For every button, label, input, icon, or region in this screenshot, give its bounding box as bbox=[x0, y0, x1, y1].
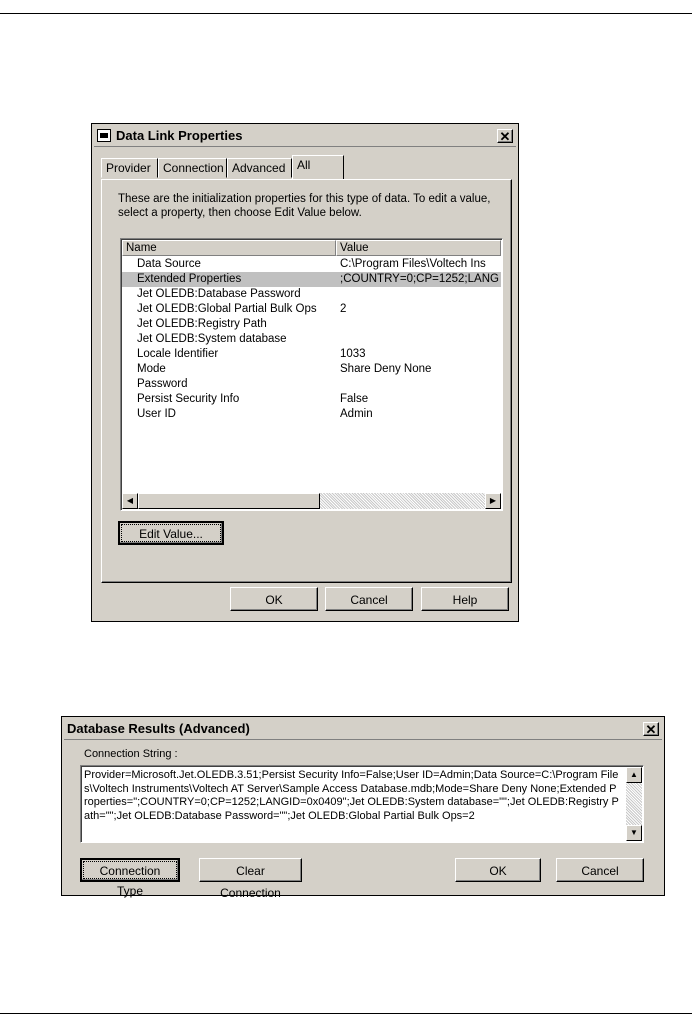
table-row[interactable] bbox=[122, 407, 501, 422]
table-row[interactable] bbox=[122, 377, 501, 392]
property-name: Mode bbox=[137, 363, 166, 375]
clear-connection-button[interactable]: Clear Connection bbox=[199, 858, 302, 882]
page-bottom-rule bbox=[0, 1013, 692, 1014]
cancel-button[interactable]: Cancel bbox=[556, 858, 644, 882]
column-header-value[interactable]: Value bbox=[336, 240, 501, 256]
table-row[interactable] bbox=[122, 272, 501, 287]
title-bar[interactable] bbox=[94, 126, 516, 147]
tab-all[interactable]: All bbox=[292, 155, 344, 179]
dialog-title: Database Results (Advanced) bbox=[67, 721, 250, 736]
property-name: Jet OLEDB:Database Password bbox=[137, 288, 301, 300]
scroll-right-icon[interactable]: ▶ bbox=[485, 493, 501, 509]
help-button[interactable]: Help bbox=[421, 587, 509, 611]
connection-string-label: Connection String : bbox=[84, 748, 178, 760]
property-value: C:\Program Files\Voltech Ins bbox=[340, 258, 486, 270]
page-top-rule bbox=[0, 13, 692, 14]
property-name: Persist Security Info bbox=[137, 393, 240, 405]
ok-button[interactable]: OK bbox=[455, 858, 541, 882]
table-row[interactable] bbox=[122, 317, 501, 332]
properties-list[interactable] bbox=[120, 238, 503, 511]
tab-panel-all bbox=[101, 179, 512, 583]
property-name: Jet OLEDB:Global Partial Bulk Ops bbox=[137, 303, 317, 315]
data-link-properties-dialog bbox=[91, 123, 519, 622]
title-bar[interactable] bbox=[64, 719, 662, 740]
property-value: 1033 bbox=[340, 348, 366, 360]
vertical-scrollbar[interactable] bbox=[626, 767, 642, 841]
table-row[interactable] bbox=[122, 302, 501, 317]
edit-value-button[interactable]: Edit Value... bbox=[118, 521, 224, 545]
scroll-down-icon[interactable]: ▼ bbox=[626, 825, 642, 841]
close-icon[interactable]: ✕ bbox=[497, 129, 513, 143]
close-icon[interactable]: ✕ bbox=[643, 722, 659, 736]
horizontal-scrollbar[interactable] bbox=[122, 493, 501, 509]
property-name: Password bbox=[137, 378, 188, 390]
scroll-thumb[interactable] bbox=[138, 493, 320, 509]
property-value: False bbox=[340, 393, 369, 405]
table-row[interactable] bbox=[122, 392, 501, 407]
column-header-name[interactable]: Name bbox=[122, 240, 336, 256]
property-name: Locale Identifier bbox=[137, 348, 219, 360]
scroll-up-icon[interactable]: ▲ bbox=[626, 767, 642, 783]
description-text: These are the initialization properties for this type of data. To edit a value, select a property, then choose Edit Value below. bbox=[118, 193, 491, 219]
table-row[interactable] bbox=[122, 287, 501, 302]
dialog-title: Data Link Properties bbox=[116, 128, 243, 143]
property-name: Jet OLEDB:Registry Path bbox=[137, 318, 267, 330]
property-name: Extended Properties bbox=[137, 273, 242, 285]
property-name: Data Source bbox=[137, 258, 201, 270]
property-value: 2 bbox=[340, 303, 347, 315]
table-row[interactable] bbox=[122, 257, 501, 272]
connection-string-text: Provider=Microsoft.Jet.OLEDB.3.51;Persist Security Info=False;User ID=Admin;Data Source=C:\Program Files\Voltech Instruments\Voltech AT Server\Sample Access Database.mdb;Mode=Share Deny None;Extended Properties=";COUNTRY=0;CP=1252;LANGID=0x0409";Jet OLEDB:System database="";Jet OLEDB:Registry Path="";Jet OLEDB:Database Password="";Jet OLEDB:Global Partial Bulk Ops=2 bbox=[84, 769, 619, 822]
property-value: ;COUNTRY=0;CP=1252;LANG bbox=[340, 273, 499, 285]
tab-advanced[interactable]: Advanced bbox=[227, 158, 292, 178]
database-results-dialog bbox=[61, 716, 665, 900]
table-row[interactable] bbox=[122, 347, 501, 362]
table-row[interactable] bbox=[122, 332, 501, 347]
connection-string-field[interactable] bbox=[80, 765, 644, 843]
tab-provider[interactable]: Provider bbox=[101, 158, 158, 178]
tab-connection[interactable]: Connection bbox=[158, 158, 227, 178]
app-icon bbox=[97, 129, 111, 142]
property-name: User ID bbox=[137, 408, 176, 420]
ok-button[interactable]: OK bbox=[230, 587, 318, 611]
connection-type-button[interactable]: Connection Type bbox=[80, 858, 180, 882]
cancel-button[interactable]: Cancel bbox=[325, 587, 413, 611]
scroll-left-icon[interactable]: ◀ bbox=[122, 493, 138, 509]
property-name: Jet OLEDB:System database bbox=[137, 333, 287, 345]
property-value: Admin bbox=[340, 408, 373, 420]
property-value: Share Deny None bbox=[340, 363, 432, 375]
table-row[interactable] bbox=[122, 362, 501, 377]
